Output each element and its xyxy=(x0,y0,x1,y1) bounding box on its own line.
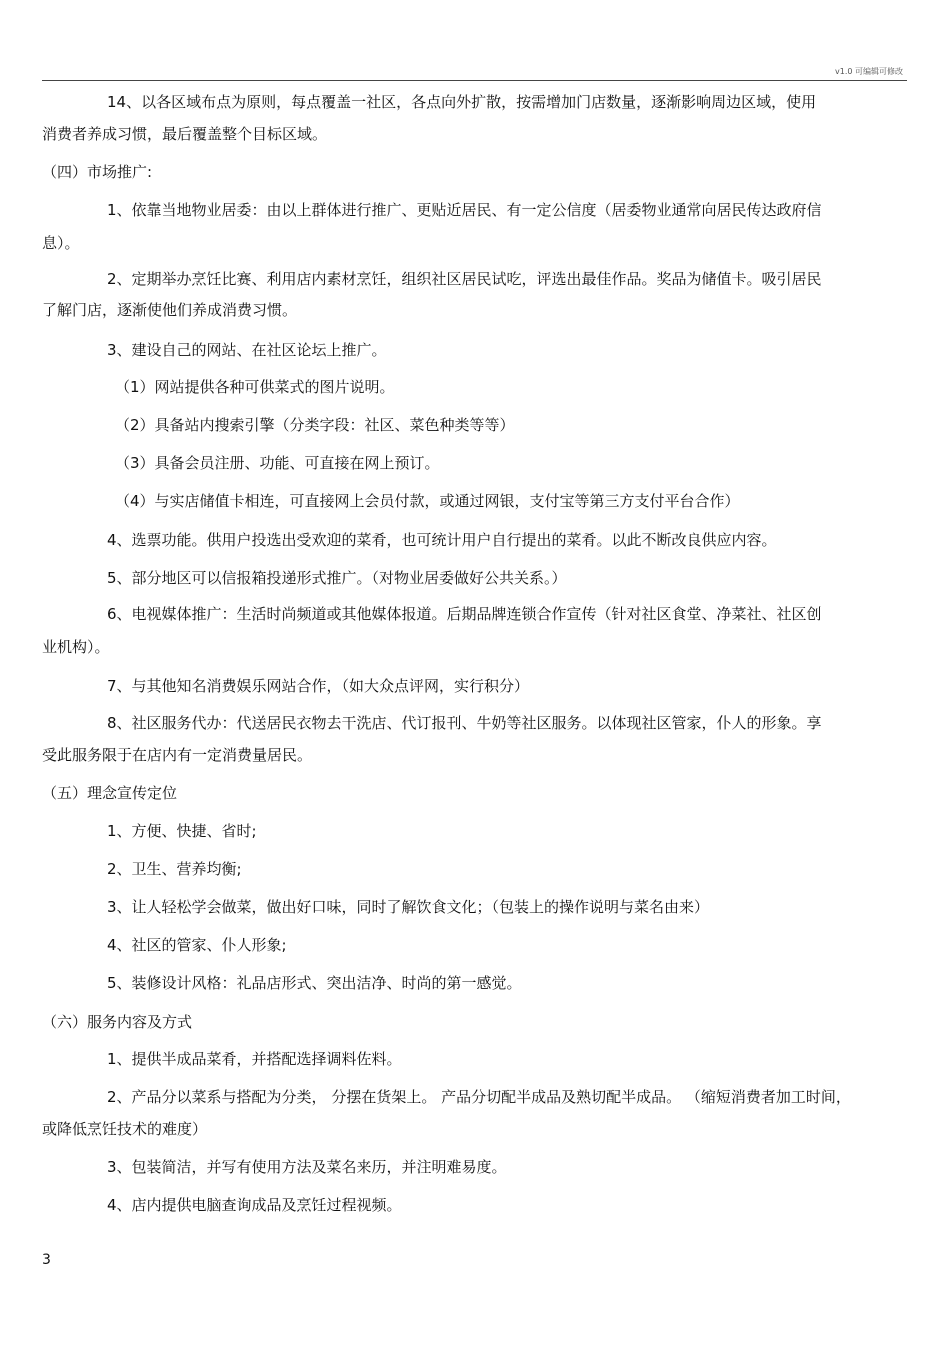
concept-4: 4、社区的管家、仆人形象; xyxy=(107,936,287,954)
promotion-8-line-1: 8、社区服务代办：代送居民衣物去干洗店、代订报刊、牛奶等社区服务。以体现社区管家，仆人的形象。享 xyxy=(107,714,822,732)
promotion-3-sub-3: （3）具备会员注册、功能、可直接在网上预订。 xyxy=(115,454,440,472)
service-4: 4、店内提供电脑查询成品及烹饪过程视频。 xyxy=(107,1196,402,1214)
promotion-7: 7、与其他知名消费娱乐网站合作，（如大众点评网，实行积分） xyxy=(107,677,530,695)
concept-2: 2、卫生、营养均衡; xyxy=(107,860,242,878)
service-3: 3、包装简洁，并写有使用方法及菜名来历，并注明难易度。 xyxy=(107,1158,507,1176)
concept-3: 3、让人轻松学会做菜，做出好口味，同时了解饮食文化；（包装上的操作说明与菜名由来） xyxy=(107,898,710,916)
promotion-1-line-2: 息）。 xyxy=(42,234,80,252)
promotion-3-sub-4: （4）与实店储值卡相连，可直接网上会员付款，或通过网银，支付宝等第三方支付平台合作） xyxy=(115,492,740,510)
promotion-6-line-2: 业机构）。 xyxy=(42,638,110,656)
service-1: 1、提供半成品菜肴，并搭配选择调料佐料。 xyxy=(107,1050,402,1068)
page-number: 3 xyxy=(42,1252,51,1268)
promotion-1-line-1: 1、依靠当地物业居委：由以上群体进行推广、更贴近居民、有一定公信度（居委物业通常向居民传达政府信 xyxy=(107,201,822,219)
promotion-3-sub-2: （2）具备站内搜索引擎（分类字段：社区、菜色种类等等） xyxy=(115,416,515,434)
paragraph-14-line-2: 消费者养成习惯，最后覆盖整个目标区域。 xyxy=(42,125,328,143)
service-2-line-2: 或降低烹饪技术的难度） xyxy=(42,1120,208,1138)
concept-5: 5、装修设计风格：礼品店形式、突出洁净、时尚的第一感觉。 xyxy=(107,974,522,992)
promotion-3: 3、建设自己的网站、在社区论坛上推广。 xyxy=(107,341,387,359)
section-heading-concept: （五）理念宣传定位 xyxy=(42,784,178,802)
promotion-4: 4、选票功能。供用户投选出受欢迎的菜肴，也可统计用户自行提出的菜肴。以此不断改良供应内容。 xyxy=(107,531,777,549)
promotion-2-line-1: 2、定期举办烹饪比赛、利用店内素材烹饪，组织社区居民试吃，评选出最佳作品。奖品为储值卡。吸引居民 xyxy=(107,270,822,288)
header-divider xyxy=(42,80,907,81)
promotion-6-line-1: 6、电视媒体推广：生活时尚频道或其他媒体报道。后期品牌连锁合作宣传（针对社区食堂、净菜社、社区创 xyxy=(107,605,822,623)
promotion-5: 5、部分地区可以信报箱投递形式推广。（对物业居委做好公共关系。） xyxy=(107,569,567,587)
concept-1: 1、方便、快捷、省时; xyxy=(107,822,257,840)
promotion-2-line-2: 了解门店，逐渐使他们养成消费习惯。 xyxy=(42,301,298,319)
paragraph-14-line-1: 14、以各区域布点为原则，每点覆盖一社区，各点向外扩散，按需增加门店数量，逐渐影响周边区域，使用 xyxy=(107,93,817,111)
section-heading-promotion: （四）市场推广: xyxy=(42,163,153,181)
section-heading-service: （六）服务内容及方式 xyxy=(42,1013,193,1031)
version-note: v1.0 可编辑可修改 xyxy=(835,67,903,76)
promotion-8-line-2: 受此服务限于在店内有一定消费量居民。 xyxy=(42,746,313,764)
promotion-3-sub-1: （1）网站提供各种可供菜式的图片说明。 xyxy=(115,378,395,396)
service-2-line-1: 2、产品分以菜系与搭配为分类， 分摆在货架上。 产品分切配半成品及熟切配半成品。 （缩短消费者加工时间， xyxy=(107,1088,851,1106)
